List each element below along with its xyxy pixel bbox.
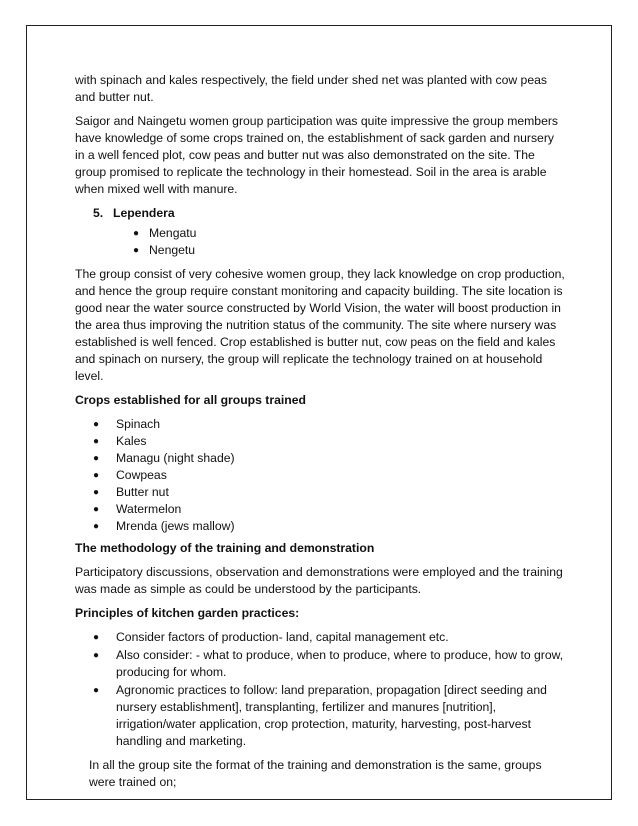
bullet-icon: ● [93,470,100,481]
bullet-icon: ● [133,245,140,256]
list-item: ● Mrenda (jews mallow) [93,519,235,533]
list-item: ● Nengetu [133,243,196,257]
paragraph-3: The group consist of very cohesive women group, they lack knowledge on crop production, and hence the group require constant monitoring and capacity building. The site location is good near the water source constructed by World Vision, the water will boost production in the area thus improving the nutrition status of the community. The site where nursery was established is well fenced. Crop established is butter nut, cow peas on the field and kales and spinach on nursery, the group will replicate the technology trained on at household level. [75,267,565,383]
list-item: ● Watermelon [93,502,182,516]
bullet-icon: ● [93,419,100,430]
bullet-icon: ● [93,487,100,498]
paragraph-1: with spinach and kales respectively, the field under shed net was planted with cow peas and butter nut. [75,73,547,104]
list-item: ● Spinach [93,417,161,431]
paragraph-2: Saigor and Naingetu women group participation was quite impressive the group members have knowledge of some crops trained on, the establishment of sack garden and nursery in a well fenced plot, cow peas and butter nut was also demonstrated on the site. The group promised to replicate the technology in their homestead. Soil in the area is arable when mixed well with manure. [75,114,559,196]
bullet-icon: ● [93,685,100,696]
bullet-icon: ● [93,632,100,643]
section-5-number: 5. [93,206,104,220]
paragraph-5: In all the group site the format of the training and demonstration is the same, groups were trained on; [89,758,542,789]
list-item: ● Mengatu [133,226,197,240]
bullet-icon: ● [93,453,100,464]
principles-list [93,629,565,750]
section-5-title: Lependera [113,206,175,220]
list-item: ● Agronomic practices to follow: land preparation, propagation [direct seeding and nursery establishment], transplanting, fertilizer and manures [nutrition], irrigation/water application, crop protection, maturity, harvesting, post-harvest handling and marketing. [93,683,547,748]
crops-heading: Crops established for all groups trained [75,393,306,407]
list-item: ● Cowpeas [93,468,167,482]
list-item: ● Also consider: - what to produce, when to produce, where to produce, how to grow, producing for whom. [93,648,564,679]
bullet-icon: ● [93,504,100,515]
bullet-icon: ● [93,521,100,532]
list-item: ● Kales [93,434,147,448]
paragraph-4: Participatory discussions, observation and demonstrations were employed and the training was made as simple as could be understood by the participants. [75,565,563,596]
section-5-heading [93,205,565,222]
bullet-icon: ● [93,650,100,661]
list-item: ● Consider factors of production- land, capital management etc. [93,630,449,644]
section-5-list [133,225,565,259]
document-body [75,72,565,798]
crops-list [93,416,565,535]
methodology-heading: The methodology of the training and demonstration [75,541,375,555]
bullet-icon: ● [93,436,100,447]
list-item: ● Managu (night shade) [93,451,235,465]
bullet-icon: ● [133,228,140,239]
list-item: ● Butter nut [93,485,169,499]
principles-heading: Principles of kitchen garden practices: [75,606,300,620]
